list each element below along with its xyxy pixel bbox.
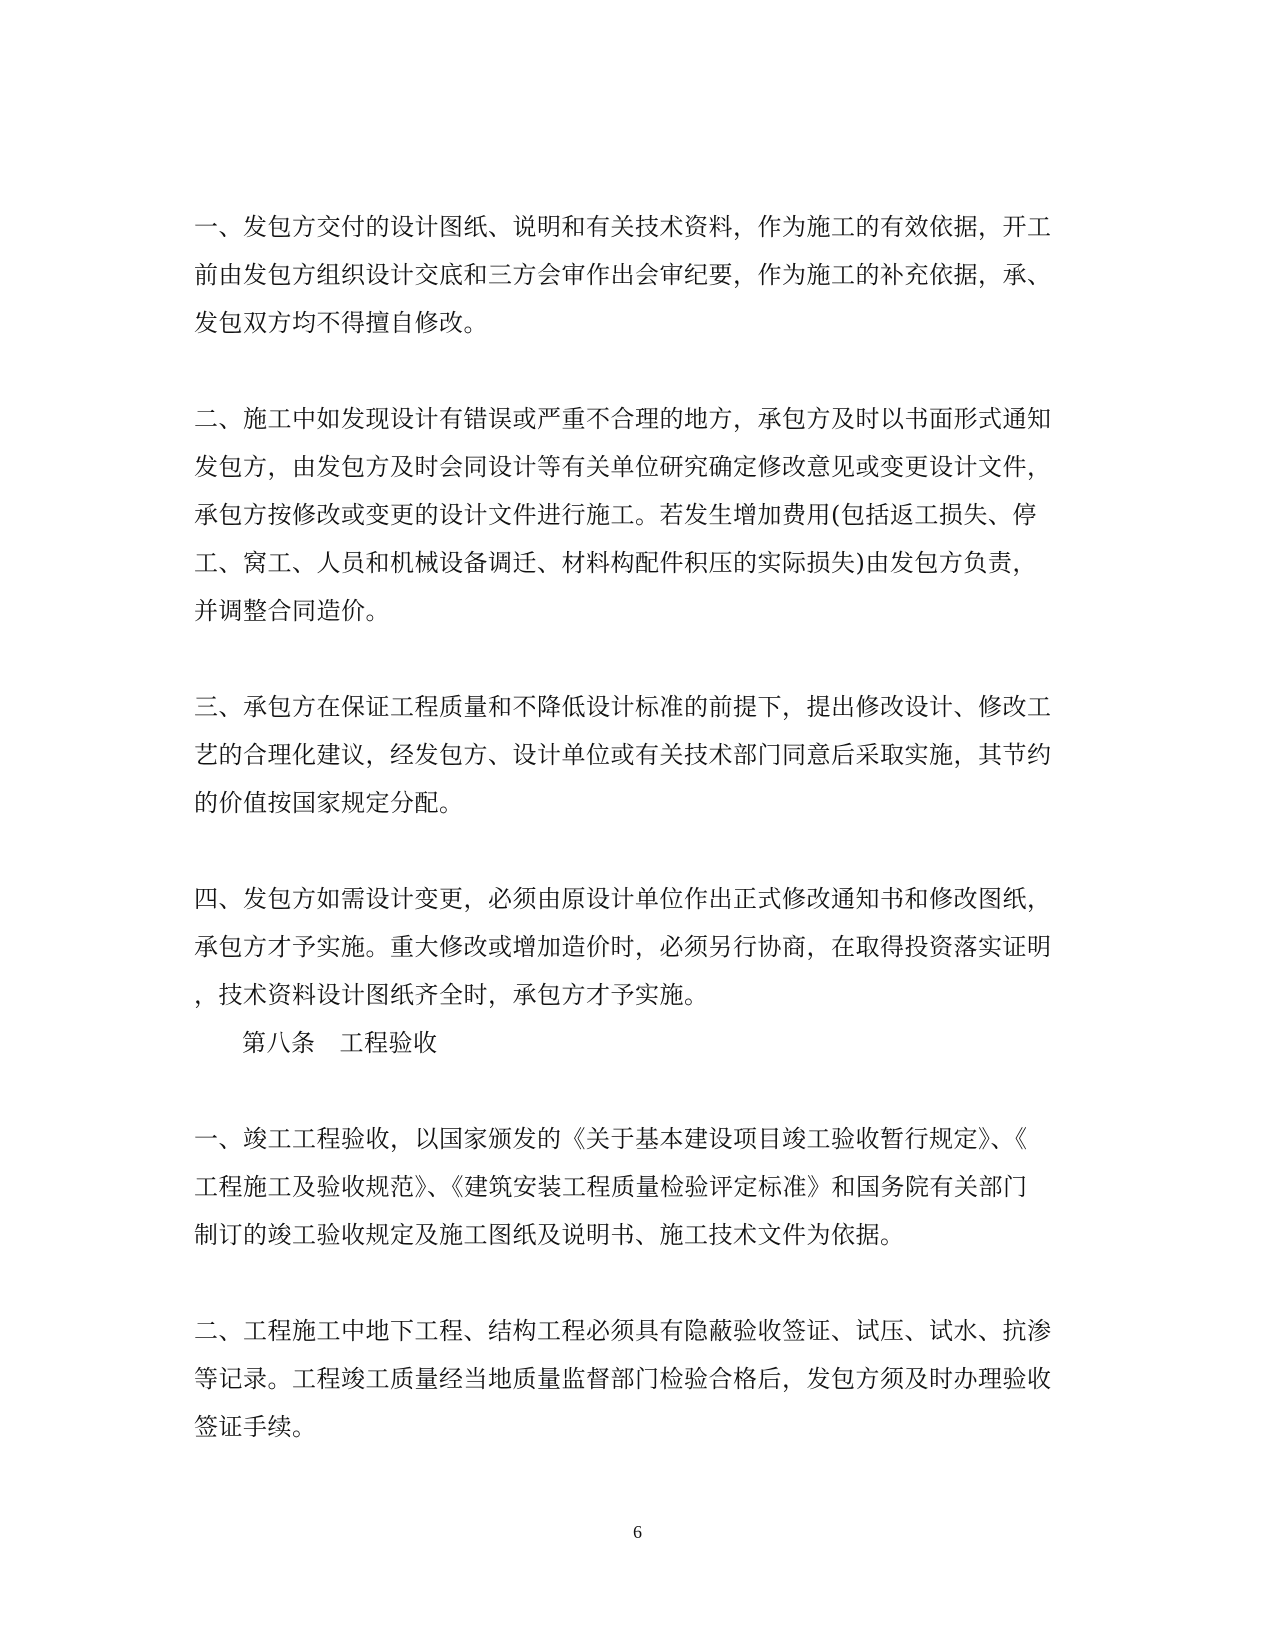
- paragraph-3: 三、承包方在保证工程质量和不降低设计标准的前提下，提出修改设计、修改工 艺的合理化建议，经发包方、设计单位或有关技术部门同意后采取实施，其节约 的价值按国家规定分配。: [194, 693, 1052, 817]
- paragraph-5: 一、竣工工程验收，以国家颁发的《关于基本建设项目竣工验收暂行规定》、《 工程施工及验收规范》、《建筑安装工程质量检验评定标准》和国务院有关部门 制订的竣工验收规定及施工图纸及说明书、施工技术文件为依据。: [194, 1125, 1028, 1249]
- paragraph-2: 二、施工中如发现设计有错误或严重不合理的地方，承包方及时以书面形式通知 发包方，由发包方及时会同设计等有关单位研究确定修改意见或变更设计文件， 承包方按修改或变更的设计文件进行施工。若发生增加费用(包括返工损失、停 工、窝工、人员和机械设备调迁、材料构配件积压的实际损失)由发包方负责， 并调整合同造价。: [194, 405, 1052, 625]
- paragraph-spacer: [194, 635, 1084, 683]
- document-body: [194, 203, 1084, 1451]
- paragraph-4: 四、发包方如需设计变更，必须由原设计单位作出正式修改通知书和修改图纸， 承包方才予实施。重大修改或增加造价时，必须另行协商，在取得投资落实证明 ，技术资料设计图纸齐全时，承包方才予实施。: [194, 885, 1052, 1009]
- paragraph-1: 一、发包方交付的设计图纸、说明和有关技术资料，作为施工的有效依据，开工 前由发包方组织设计交底和三方会审作出会审纪要，作为施工的补充依据，承、 发包双方均不得擅自修改。: [194, 213, 1052, 337]
- paragraph-spacer: [194, 827, 1084, 875]
- paragraph-spacer: [194, 1259, 1084, 1307]
- paragraph-6: 二、工程施工中地下工程、结构工程必须具有隐蔽验收签证、试压、试水、抗渗 等记录。工程竣工质量经当地质量监督部门检验合格后，发包方须及时办理验收 签证手续。: [194, 1317, 1052, 1441]
- page-number: 6: [633, 1522, 642, 1542]
- article-heading: [194, 1019, 1084, 1067]
- article-title: 工程验收: [339, 1029, 438, 1057]
- paragraph-spacer: [194, 1067, 1084, 1115]
- article-number: 第八条: [242, 1029, 316, 1057]
- paragraph-spacer: [194, 347, 1084, 395]
